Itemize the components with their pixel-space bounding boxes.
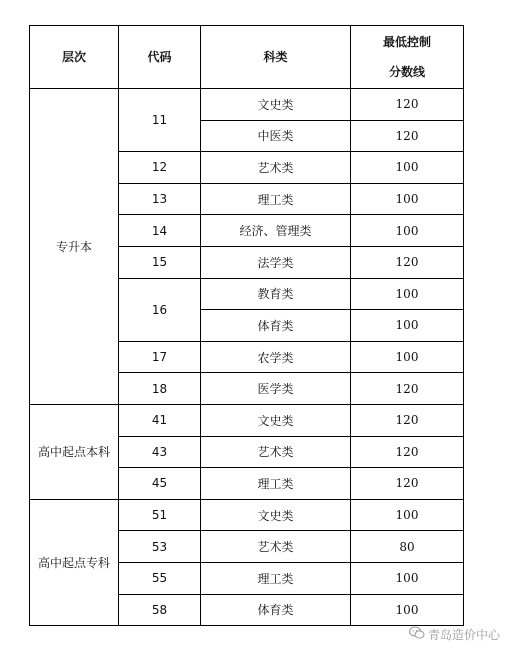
header-category: 科类 (201, 26, 351, 89)
score-cell: 120 (351, 246, 464, 278)
category-cell: 理工类 (201, 183, 351, 215)
wechat-icon (409, 626, 425, 643)
category-cell: 体育类 (201, 594, 351, 626)
watermark-text: 青岛造价中心 (427, 628, 500, 642)
score-table (29, 25, 464, 626)
code-cell: 43 (119, 436, 201, 468)
category-cell: 医学类 (201, 373, 351, 405)
score-cell: 120 (351, 404, 464, 436)
table-row (30, 499, 464, 531)
code-cell: 53 (119, 531, 201, 563)
code-cell: 17 (119, 341, 201, 373)
score-cell: 120 (351, 436, 464, 468)
category-cell: 法学类 (201, 246, 351, 278)
code-cell: 16 (119, 278, 201, 341)
score-cell: 80 (351, 531, 464, 563)
category-cell: 艺术类 (201, 152, 351, 184)
score-cell: 100 (351, 152, 464, 184)
code-cell: 51 (119, 499, 201, 531)
category-cell: 理工类 (201, 468, 351, 500)
header-code: 代码 (119, 26, 201, 89)
category-cell: 农学类 (201, 341, 351, 373)
category-cell: 文史类 (201, 499, 351, 531)
score-cell: 100 (351, 594, 464, 626)
code-cell: 11 (119, 89, 201, 152)
score-cell: 100 (351, 499, 464, 531)
code-cell: 45 (119, 468, 201, 500)
code-cell: 14 (119, 215, 201, 247)
level-cell: 专升本 (30, 89, 119, 405)
header-level: 层次 (30, 26, 119, 89)
score-cell: 100 (351, 278, 464, 310)
header-score-line2: 分数线 (388, 65, 425, 79)
watermark (409, 626, 500, 643)
code-cell: 41 (119, 404, 201, 436)
code-cell: 18 (119, 373, 201, 405)
level-cell: 高中起点专科 (30, 499, 119, 625)
score-cell: 120 (351, 373, 464, 405)
table-row (30, 404, 464, 436)
table-body (30, 89, 464, 626)
category-cell: 文史类 (201, 404, 351, 436)
category-cell: 体育类 (201, 310, 351, 342)
category-cell: 经济、管理类 (201, 215, 351, 247)
code-cell: 12 (119, 152, 201, 184)
level-cell: 高中起点本科 (30, 404, 119, 499)
header-score (351, 26, 464, 89)
code-cell: 15 (119, 246, 201, 278)
category-cell: 艺术类 (201, 436, 351, 468)
score-cell: 100 (351, 341, 464, 373)
score-cell: 120 (351, 120, 464, 152)
category-cell: 文史类 (201, 89, 351, 121)
code-cell: 13 (119, 183, 201, 215)
header-score-line1: 最低控制 (382, 35, 431, 49)
table-row (30, 89, 464, 121)
score-cell: 100 (351, 562, 464, 594)
category-cell: 中医类 (201, 120, 351, 152)
table-header-row (30, 26, 464, 89)
score-cell: 120 (351, 468, 464, 500)
score-cell: 100 (351, 183, 464, 215)
code-cell: 55 (119, 562, 201, 594)
category-cell: 艺术类 (201, 531, 351, 563)
score-cell: 120 (351, 89, 464, 121)
category-cell: 教育类 (201, 278, 351, 310)
category-cell: 理工类 (201, 562, 351, 594)
code-cell: 58 (119, 594, 201, 626)
score-cell: 100 (351, 215, 464, 247)
score-cell: 100 (351, 310, 464, 342)
